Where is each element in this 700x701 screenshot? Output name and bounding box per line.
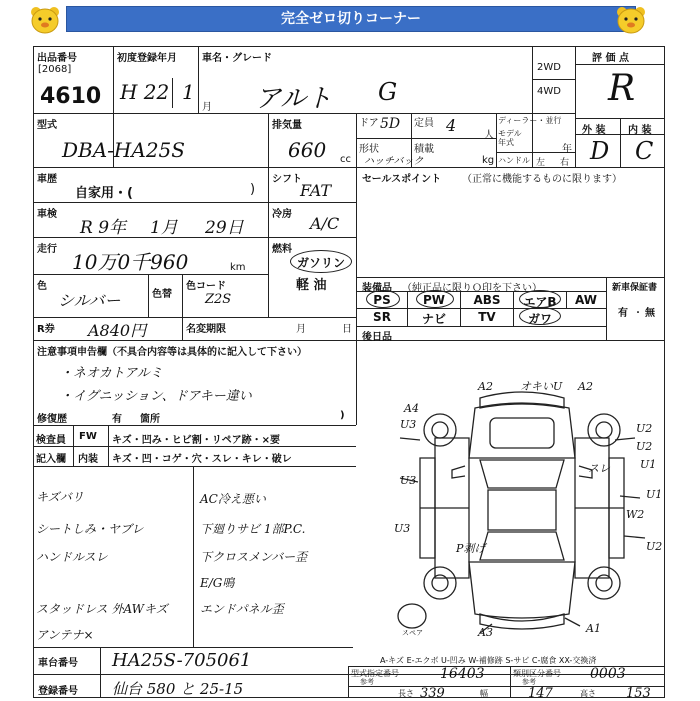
color-code-label: 色コード: [186, 281, 226, 292]
hw-left-2: ハンドルスレ: [36, 550, 108, 564]
spec-len: 339: [420, 686, 445, 701]
entry-label: 記入欄: [36, 454, 66, 465]
disp-unit: cc: [340, 154, 351, 165]
page-title: 完全ゼロ切りコーナー: [281, 11, 421, 27]
hw-right-0: AC冷え悪い: [200, 492, 266, 506]
ac-value: A/C: [310, 214, 340, 233]
hw-left-0: キズバリ: [36, 490, 84, 504]
sales-note: （正常に機能するものに限ります）: [462, 174, 622, 185]
cap-label: 定員: [414, 118, 434, 129]
car-diagram: [380, 378, 665, 646]
color-value: シルバー: [58, 291, 121, 310]
notes-label: 注意事項申告欄（不具合内容等は具体的に記入して下さい）: [37, 347, 307, 358]
cap-unit: 人: [484, 130, 494, 141]
spec-hgt: 153: [626, 686, 651, 701]
repair-has: 有: [112, 414, 122, 425]
reg-label: 初度登録年月: [117, 53, 177, 64]
diagram-mark: U1: [640, 458, 657, 471]
equip-tv: TV: [478, 310, 496, 324]
repair-close: ): [340, 410, 345, 421]
car-name: アルト: [255, 84, 332, 114]
history-label: 車歴: [37, 174, 57, 185]
warranty-label: 新車保証書: [612, 283, 658, 293]
seat-label: 後日品: [362, 332, 392, 343]
fuel-gasoline: [290, 250, 352, 273]
history-close: ): [250, 182, 256, 197]
namechange-month: 月: [296, 324, 306, 335]
equip-airbag: エアB: [523, 295, 557, 309]
mileage-unit: km: [230, 262, 246, 273]
namechange-label: 名変期限: [186, 324, 226, 335]
repair-place: 箇所: [140, 414, 160, 425]
equip-label: 装備品: [362, 283, 392, 294]
header-banner: [66, 6, 636, 32]
diagram-mark: W2: [626, 508, 645, 521]
equip-circle-mark: [416, 290, 454, 308]
ac-label: 冷房: [272, 209, 292, 220]
legend: A-キズ E-エクボ U-凹み W-補修跡 S-サビ C-腐食 XX-交換済: [380, 656, 597, 665]
spec-value1: 16403: [440, 666, 485, 682]
fuel-gasoline-text: ガソリン: [297, 256, 346, 270]
entry-row: キズ・凹・コゲ・穴・スレ・キレ・破レ: [112, 454, 292, 465]
diagram-mark: U1: [646, 488, 663, 501]
diagram-mark: オキいU: [520, 380, 563, 393]
diagram-mark: U2: [636, 422, 653, 435]
equip-gawa: ガワ: [527, 312, 552, 326]
equip-pw: PW: [422, 293, 446, 307]
reg-year: H 22: [120, 80, 170, 104]
diagram-mark: A4: [404, 402, 419, 415]
handle-left: 左: [536, 158, 546, 168]
inspection-year: R 9年: [80, 218, 127, 238]
drive-4wd: 4WD: [537, 86, 561, 97]
disp-value: 660: [288, 138, 327, 162]
entry-int: 内装: [78, 454, 98, 465]
diagram-mark: U2: [646, 540, 663, 553]
plate-label: 登録番号: [38, 686, 78, 697]
ext-label: 外 装: [582, 125, 606, 136]
dealer-year-unit: 年: [562, 144, 572, 155]
spec-len-label: 長さ: [398, 689, 414, 698]
rating-label: 評 価 点: [592, 53, 629, 64]
handle-right: 右: [560, 158, 570, 168]
sales-label: セールスポイント: [362, 174, 442, 185]
repair-label: 修復歴: [37, 414, 67, 425]
bear-logo-icon: [612, 4, 650, 36]
load-label: 積載: [414, 144, 434, 155]
equip-abs: ABS: [473, 293, 501, 307]
shift-label: シフト: [272, 174, 302, 185]
equip-circle-mark: [519, 307, 561, 325]
inspector-label: 検査員: [36, 435, 66, 446]
spec-label1: 型式指定番号: [351, 669, 399, 678]
int-label: 内 装: [628, 125, 652, 136]
diagram-mark: A2: [478, 380, 493, 393]
diagram-mark: A3: [478, 626, 493, 639]
shape-value: ハッチバック: [364, 156, 424, 167]
plate-value: 仙台 580 と 25-15: [112, 680, 244, 698]
diagram-mark: U3: [394, 522, 411, 535]
hw-right-4: エンドパネル歪: [200, 602, 284, 616]
chassis-label: 車台番号: [38, 658, 78, 669]
notes-line1: ・ネオカトアルミ: [60, 366, 163, 381]
bear-logo-icon: [26, 4, 64, 36]
fuel-diesel: 軽 油: [296, 278, 327, 293]
spec-sub1: 参考: [360, 678, 374, 686]
inspector-fw: FW: [79, 431, 97, 442]
car-name-label: 車名・グレード: [202, 53, 272, 64]
chassis-value: HA25S-705061: [112, 650, 252, 671]
spec-label2: 類別区分番号: [513, 669, 561, 678]
equip-note: （純正品に限りＯ印を下さい）: [402, 283, 542, 294]
equip-circle-mark: [519, 290, 561, 308]
ext-score: D: [590, 137, 610, 165]
color-label: 色: [37, 281, 47, 292]
equip-ps: PS: [373, 293, 391, 307]
equip-aw: AW: [575, 293, 597, 307]
diagram-mark: A1: [586, 622, 601, 635]
diagram-mark: U3: [400, 418, 417, 431]
shift-value: FAT: [300, 181, 332, 200]
spec-hgt-label: 高さ: [580, 689, 596, 698]
hw-left-3: スタッドレス 外AWキズ: [36, 602, 168, 616]
equip-navi: ナビ: [421, 312, 446, 326]
inspection-month: 1月: [150, 218, 178, 238]
recycle-value: A840円: [88, 321, 147, 340]
color-change-label: 色替: [152, 289, 172, 300]
disp-label: 排気量: [272, 120, 302, 131]
equip-sr: SR: [373, 310, 391, 324]
inspection-label: 車検: [37, 209, 57, 220]
diagram-mark: A2: [578, 380, 593, 393]
notes-line2: ・イグニッション、ドアキー違い: [60, 389, 252, 404]
hw-right-2: 下クロスメンバー歪: [200, 550, 308, 564]
dealer-label: ディーラー・並行: [498, 116, 562, 125]
spec-wid-label: 幅: [480, 689, 488, 698]
mileage-label: 走行: [37, 244, 57, 255]
car-grade: G: [378, 78, 398, 106]
rating-score: R: [608, 68, 636, 109]
hw-right-1: 下廻りサビ 1部P.C.: [200, 522, 306, 536]
reg-month-unit: 月: [202, 102, 212, 113]
handle-label: ハンドル: [498, 156, 530, 165]
shape-label: 形状: [359, 144, 379, 155]
spec-wid: 147: [528, 686, 553, 701]
diagram-mark: P剥げ: [456, 542, 486, 555]
equip-circle-mark: [366, 290, 400, 308]
reg-month: 1: [182, 80, 195, 104]
model-label: 型式: [37, 120, 57, 131]
lot-label: 出品番号: [37, 53, 77, 64]
inspector-row: キズ・凹み・ヒビ割・リペア跡・×要: [112, 435, 280, 446]
hw-right-3: E/G鳴: [200, 576, 235, 590]
diagram-mark: U2: [636, 440, 653, 453]
diagram-mark: U3: [400, 474, 417, 487]
cap-value: 4: [446, 116, 457, 135]
color-code: Z2S: [205, 292, 232, 307]
history-value: 自家用・(: [75, 186, 133, 201]
warranty-sep: ・: [633, 308, 643, 319]
inspection-day: 29日: [205, 218, 244, 238]
spare-label: スペア: [402, 629, 423, 637]
door-value: 5D: [380, 116, 401, 132]
spec-value2: 0003: [590, 666, 626, 682]
door-label: ドア: [359, 118, 379, 129]
namechange-day: 日: [342, 324, 352, 335]
lot-code: [2068]: [38, 64, 72, 75]
mileage-value: 10万0千960: [72, 250, 189, 274]
model-value: DBA-HA25S: [62, 138, 185, 162]
warranty-none: 無: [645, 308, 655, 319]
drive-2wd: 2WD: [537, 62, 561, 73]
int-score: C: [635, 137, 654, 165]
recycle-label: R券: [37, 324, 55, 335]
hw-left-4: アンテナ×: [36, 628, 94, 642]
warranty-has: 有: [618, 308, 628, 319]
lot-number: 4610: [40, 84, 102, 109]
diagram-mark: スレ: [588, 462, 610, 475]
dealer-model-year: モデル年式: [498, 129, 522, 147]
fuel-label: 燃料: [272, 244, 292, 255]
spec-sub2: 参考: [522, 678, 536, 686]
load-unit: kg: [482, 155, 495, 166]
hw-left-1: シートしみ・ヤブレ: [36, 522, 144, 536]
